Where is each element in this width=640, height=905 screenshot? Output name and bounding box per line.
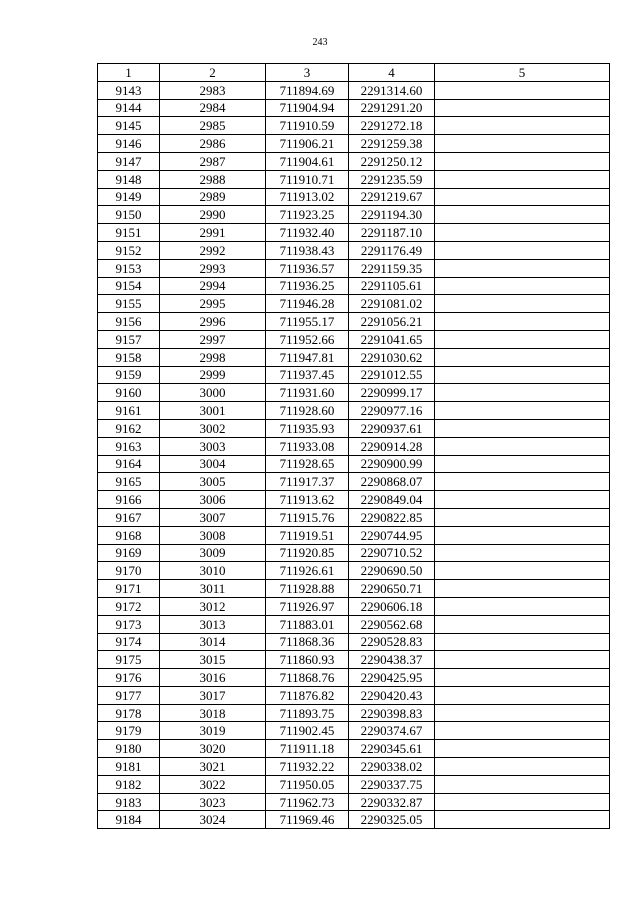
table-cell-col-4: 2290345.61 — [349, 740, 435, 758]
table-cell-col-3: 711919.51 — [266, 526, 349, 544]
table-cell-col-1: 9144 — [98, 99, 160, 117]
table-cell-col-4: 2291105.61 — [349, 277, 435, 295]
table-cell-col-2: 3007 — [160, 508, 266, 526]
table-cell-col-1: 9155 — [98, 295, 160, 313]
table-row — [98, 419, 610, 437]
table-cell-col-3: 711913.62 — [266, 491, 349, 509]
table-cell-col-3: 711906.21 — [266, 135, 349, 153]
table-cell-col-1: 9163 — [98, 437, 160, 455]
table-cell-col-3: 711937.45 — [266, 366, 349, 384]
table-cell-col-1: 9168 — [98, 526, 160, 544]
table-cell-col-2: 3016 — [160, 669, 266, 687]
table-cell-col-3: 711868.76 — [266, 669, 349, 687]
table-row — [98, 562, 610, 580]
table-cell-col-1: 9148 — [98, 170, 160, 188]
table-cell-col-1: 9184 — [98, 811, 160, 829]
table-row — [98, 775, 610, 793]
table-cell-col-1: 9152 — [98, 241, 160, 259]
table-cell-col-2: 3011 — [160, 580, 266, 598]
column-header-2: 2 — [160, 64, 266, 82]
table-cell-col-2: 2983 — [160, 81, 266, 99]
table-cell-col-5 — [435, 775, 610, 793]
table-cell-col-2: 2991 — [160, 224, 266, 242]
table-row — [98, 793, 610, 811]
table-cell-col-4: 2291056.21 — [349, 313, 435, 331]
table-cell-col-4: 2290528.83 — [349, 633, 435, 651]
table-cell-col-5 — [435, 419, 610, 437]
table-cell-col-4: 2291176.49 — [349, 241, 435, 259]
table-cell-col-2: 3019 — [160, 722, 266, 740]
header-row — [98, 64, 610, 82]
table-cell-col-1: 9172 — [98, 597, 160, 615]
table-row — [98, 206, 610, 224]
table-cell-col-1: 9156 — [98, 313, 160, 331]
table-cell-col-5 — [435, 455, 610, 473]
table-cell-col-1: 9169 — [98, 544, 160, 562]
table-row — [98, 526, 610, 544]
table-cell-col-4: 2290398.83 — [349, 704, 435, 722]
table-cell-col-4: 2290374.67 — [349, 722, 435, 740]
table-cell-col-1: 9145 — [98, 117, 160, 135]
table-cell-col-4: 2291194.30 — [349, 206, 435, 224]
column-header-5: 5 — [435, 64, 610, 82]
table-cell-col-3: 711894.69 — [266, 81, 349, 99]
table-cell-col-5 — [435, 615, 610, 633]
table-cell-col-2: 2996 — [160, 313, 266, 331]
table-row — [98, 259, 610, 277]
table-cell-col-1: 9160 — [98, 384, 160, 402]
table-cell-col-2: 3020 — [160, 740, 266, 758]
table-row — [98, 615, 610, 633]
table-cell-col-3: 711936.57 — [266, 259, 349, 277]
table-cell-col-1: 9181 — [98, 758, 160, 776]
table-row — [98, 241, 610, 259]
table-row — [98, 152, 610, 170]
table-cell-col-3: 711969.46 — [266, 811, 349, 829]
table-cell-col-3: 711910.59 — [266, 117, 349, 135]
table-cell-col-1: 9154 — [98, 277, 160, 295]
table-cell-col-4: 2290337.75 — [349, 775, 435, 793]
table-row — [98, 99, 610, 117]
table-cell-col-5 — [435, 206, 610, 224]
table-cell-col-5 — [435, 135, 610, 153]
table-cell-col-3: 711883.01 — [266, 615, 349, 633]
table-cell-col-3: 711904.61 — [266, 152, 349, 170]
table-cell-col-3: 711931.60 — [266, 384, 349, 402]
table-cell-col-3: 711860.93 — [266, 651, 349, 669]
table-cell-col-1: 9161 — [98, 402, 160, 420]
table-cell-col-3: 711933.08 — [266, 437, 349, 455]
table-cell-col-4: 2290420.43 — [349, 686, 435, 704]
table-cell-col-4: 2291041.65 — [349, 330, 435, 348]
table-cell-col-2: 3003 — [160, 437, 266, 455]
table-row — [98, 704, 610, 722]
table-cell-col-3: 711904.94 — [266, 99, 349, 117]
table-cell-col-2: 3010 — [160, 562, 266, 580]
table-cell-col-1: 9143 — [98, 81, 160, 99]
table-cell-col-1: 9150 — [98, 206, 160, 224]
table-row — [98, 758, 610, 776]
table-row — [98, 384, 610, 402]
table-cell-col-3: 711950.05 — [266, 775, 349, 793]
table-cell-col-3: 711893.75 — [266, 704, 349, 722]
table-row — [98, 117, 610, 135]
table-cell-col-1: 9173 — [98, 615, 160, 633]
table-cell-col-2: 2999 — [160, 366, 266, 384]
table-cell-col-4: 2291272.18 — [349, 117, 435, 135]
table-cell-col-4: 2291259.38 — [349, 135, 435, 153]
table-cell-col-1: 9183 — [98, 793, 160, 811]
table-cell-col-4: 2291030.62 — [349, 348, 435, 366]
table-cell-col-5 — [435, 259, 610, 277]
table-cell-col-1: 9175 — [98, 651, 160, 669]
table-cell-col-5 — [435, 793, 610, 811]
table-row — [98, 686, 610, 704]
table-cell-col-1: 9153 — [98, 259, 160, 277]
table-cell-col-1: 9180 — [98, 740, 160, 758]
table-row — [98, 437, 610, 455]
table-cell-col-3: 711932.22 — [266, 758, 349, 776]
table-cell-col-2: 2989 — [160, 188, 266, 206]
table-cell-col-1: 9162 — [98, 419, 160, 437]
table-cell-col-1: 9177 — [98, 686, 160, 704]
table-cell-col-2: 3023 — [160, 793, 266, 811]
column-header-1: 1 — [98, 64, 160, 82]
table-row — [98, 722, 610, 740]
table-cell-col-5 — [435, 651, 610, 669]
table-cell-col-5 — [435, 508, 610, 526]
table-cell-col-5 — [435, 81, 610, 99]
table-cell-col-3: 711876.82 — [266, 686, 349, 704]
table-cell-col-3: 711913.02 — [266, 188, 349, 206]
table-cell-col-2: 3009 — [160, 544, 266, 562]
table-cell-col-5 — [435, 473, 610, 491]
table-cell-col-5 — [435, 704, 610, 722]
table-cell-col-3: 711962.73 — [266, 793, 349, 811]
table-cell-col-1: 9165 — [98, 473, 160, 491]
table-cell-col-1: 9151 — [98, 224, 160, 242]
table-cell-col-4: 2291081.02 — [349, 295, 435, 313]
table-row — [98, 188, 610, 206]
table-cell-col-4: 2290914.28 — [349, 437, 435, 455]
table-cell-col-5 — [435, 740, 610, 758]
table-cell-col-5 — [435, 758, 610, 776]
table-row — [98, 491, 610, 509]
table-row — [98, 135, 610, 153]
table-cell-col-2: 2986 — [160, 135, 266, 153]
table-cell-col-1: 9167 — [98, 508, 160, 526]
table-row — [98, 580, 610, 598]
table-cell-col-5 — [435, 152, 610, 170]
table-cell-col-2: 3008 — [160, 526, 266, 544]
table-cell-col-2: 3004 — [160, 455, 266, 473]
table-cell-col-1: 9166 — [98, 491, 160, 509]
table-row — [98, 740, 610, 758]
table-cell-col-3: 711928.88 — [266, 580, 349, 598]
table-cell-col-4: 2291250.12 — [349, 152, 435, 170]
table-cell-col-5 — [435, 366, 610, 384]
page-number: 243 — [312, 37, 328, 48]
table-row — [98, 313, 610, 331]
table-row — [98, 669, 610, 687]
table-cell-col-4: 2290822.85 — [349, 508, 435, 526]
table-cell-col-4: 2291235.59 — [349, 170, 435, 188]
table-cell-col-4: 2290325.05 — [349, 811, 435, 829]
column-header-3: 3 — [266, 64, 349, 82]
table-row — [98, 455, 610, 473]
table-cell-col-1: 9182 — [98, 775, 160, 793]
table-cell-col-1: 9178 — [98, 704, 160, 722]
table-cell-col-4: 2290977.16 — [349, 402, 435, 420]
table-cell-col-2: 2997 — [160, 330, 266, 348]
table-cell-col-2: 3015 — [160, 651, 266, 669]
table-cell-col-5 — [435, 597, 610, 615]
table-row — [98, 366, 610, 384]
table-cell-col-5 — [435, 562, 610, 580]
table-row — [98, 508, 610, 526]
table-cell-col-3: 711920.85 — [266, 544, 349, 562]
table-cell-col-3: 711932.40 — [266, 224, 349, 242]
table-cell-col-1: 9159 — [98, 366, 160, 384]
table-cell-col-3: 711946.28 — [266, 295, 349, 313]
table-cell-col-3: 711868.36 — [266, 633, 349, 651]
table-cell-col-2: 3012 — [160, 597, 266, 615]
table-cell-col-3: 711928.60 — [266, 402, 349, 420]
table-cell-col-1: 9174 — [98, 633, 160, 651]
table-cell-col-5 — [435, 117, 610, 135]
table-cell-col-5 — [435, 224, 610, 242]
table-cell-col-4: 2290690.50 — [349, 562, 435, 580]
table-cell-col-3: 711910.71 — [266, 170, 349, 188]
table-cell-col-4: 2291159.35 — [349, 259, 435, 277]
table-cell-col-4: 2290999.17 — [349, 384, 435, 402]
table-cell-col-2: 3018 — [160, 704, 266, 722]
table-cell-col-2: 3014 — [160, 633, 266, 651]
table-cell-col-5 — [435, 295, 610, 313]
table-cell-col-5 — [435, 170, 610, 188]
table-cell-col-1: 9146 — [98, 135, 160, 153]
table-row — [98, 295, 610, 313]
table-cell-col-1: 9170 — [98, 562, 160, 580]
table-cell-col-2: 2993 — [160, 259, 266, 277]
table-row — [98, 473, 610, 491]
coordinates-table — [97, 63, 610, 829]
table-cell-col-5 — [435, 437, 610, 455]
table-cell-col-2: 3017 — [160, 686, 266, 704]
table-cell-col-2: 3024 — [160, 811, 266, 829]
table-row — [98, 402, 610, 420]
table-row — [98, 224, 610, 242]
table-cell-col-5 — [435, 491, 610, 509]
table-cell-col-2: 2988 — [160, 170, 266, 188]
table-row — [98, 330, 610, 348]
table-cell-col-5 — [435, 686, 610, 704]
table-cell-col-5 — [435, 99, 610, 117]
table-cell-col-4: 2290338.02 — [349, 758, 435, 776]
table-cell-col-2: 3002 — [160, 419, 266, 437]
table-cell-col-4: 2290710.52 — [349, 544, 435, 562]
table-row — [98, 348, 610, 366]
table-cell-col-1: 9171 — [98, 580, 160, 598]
table-cell-col-4: 2291291.20 — [349, 99, 435, 117]
table-cell-col-5 — [435, 811, 610, 829]
table-cell-col-2: 2990 — [160, 206, 266, 224]
table-row — [98, 81, 610, 99]
table-cell-col-4: 2290868.07 — [349, 473, 435, 491]
table-body — [98, 81, 610, 828]
table-cell-col-5 — [435, 313, 610, 331]
table-cell-col-2: 3001 — [160, 402, 266, 420]
table-cell-col-5 — [435, 580, 610, 598]
table-cell-col-2: 3005 — [160, 473, 266, 491]
table-row — [98, 651, 610, 669]
table-cell-col-3: 711935.93 — [266, 419, 349, 437]
table-cell-col-4: 2291012.55 — [349, 366, 435, 384]
table-cell-col-5 — [435, 669, 610, 687]
table-cell-col-2: 2992 — [160, 241, 266, 259]
table-cell-col-3: 711952.66 — [266, 330, 349, 348]
table-cell-col-2: 3000 — [160, 384, 266, 402]
table-cell-col-3: 711947.81 — [266, 348, 349, 366]
table-cell-col-3: 711911.18 — [266, 740, 349, 758]
table-cell-col-5 — [435, 526, 610, 544]
table-cell-col-1: 9158 — [98, 348, 160, 366]
table-row — [98, 597, 610, 615]
table-cell-col-5 — [435, 402, 610, 420]
table-row — [98, 544, 610, 562]
table-cell-col-3: 711938.43 — [266, 241, 349, 259]
table-cell-col-1: 9147 — [98, 152, 160, 170]
table-cell-col-2: 3006 — [160, 491, 266, 509]
column-header-4: 4 — [349, 64, 435, 82]
table-cell-col-1: 9149 — [98, 188, 160, 206]
table-cell-col-4: 2290744.95 — [349, 526, 435, 544]
table-row — [98, 633, 610, 651]
table-cell-col-3: 711926.97 — [266, 597, 349, 615]
table-row — [98, 811, 610, 829]
table-cell-col-4: 2290900.99 — [349, 455, 435, 473]
table-cell-col-2: 3021 — [160, 758, 266, 776]
table-cell-col-4: 2291187.10 — [349, 224, 435, 242]
table-cell-col-3: 711917.37 — [266, 473, 349, 491]
table-cell-col-5 — [435, 277, 610, 295]
table-cell-col-3: 711936.25 — [266, 277, 349, 295]
table-cell-col-4: 2290650.71 — [349, 580, 435, 598]
table-cell-col-5 — [435, 544, 610, 562]
table-cell-col-3: 711955.17 — [266, 313, 349, 331]
table-header — [98, 64, 610, 82]
table-cell-col-4: 2290849.04 — [349, 491, 435, 509]
table-cell-col-5 — [435, 384, 610, 402]
table-cell-col-3: 711902.45 — [266, 722, 349, 740]
table-cell-col-2: 2994 — [160, 277, 266, 295]
table-cell-col-1: 9164 — [98, 455, 160, 473]
table-cell-col-4: 2290438.37 — [349, 651, 435, 669]
table-cell-col-5 — [435, 188, 610, 206]
table-cell-col-5 — [435, 330, 610, 348]
table-cell-col-2: 2998 — [160, 348, 266, 366]
table-cell-col-3: 711928.65 — [266, 455, 349, 473]
table-cell-col-2: 3013 — [160, 615, 266, 633]
table-cell-col-5 — [435, 633, 610, 651]
table-cell-col-3: 711923.25 — [266, 206, 349, 224]
table-cell-col-1: 9176 — [98, 669, 160, 687]
table-cell-col-4: 2291314.60 — [349, 81, 435, 99]
table-cell-col-4: 2290937.61 — [349, 419, 435, 437]
table-cell-col-5 — [435, 241, 610, 259]
table-cell-col-4: 2291219.67 — [349, 188, 435, 206]
table-cell-col-2: 2987 — [160, 152, 266, 170]
table-cell-col-4: 2290562.68 — [349, 615, 435, 633]
table-cell-col-2: 2995 — [160, 295, 266, 313]
table-cell-col-3: 711915.76 — [266, 508, 349, 526]
table-cell-col-5 — [435, 348, 610, 366]
table-cell-col-2: 3022 — [160, 775, 266, 793]
table-cell-col-2: 2985 — [160, 117, 266, 135]
table-cell-col-4: 2290425.95 — [349, 669, 435, 687]
table-row — [98, 170, 610, 188]
table-cell-col-1: 9179 — [98, 722, 160, 740]
table-cell-col-4: 2290606.18 — [349, 597, 435, 615]
table-cell-col-4: 2290332.87 — [349, 793, 435, 811]
table-cell-col-2: 2984 — [160, 99, 266, 117]
table-cell-col-1: 9157 — [98, 330, 160, 348]
table-cell-col-5 — [435, 722, 610, 740]
table-cell-col-3: 711926.61 — [266, 562, 349, 580]
table-row — [98, 277, 610, 295]
